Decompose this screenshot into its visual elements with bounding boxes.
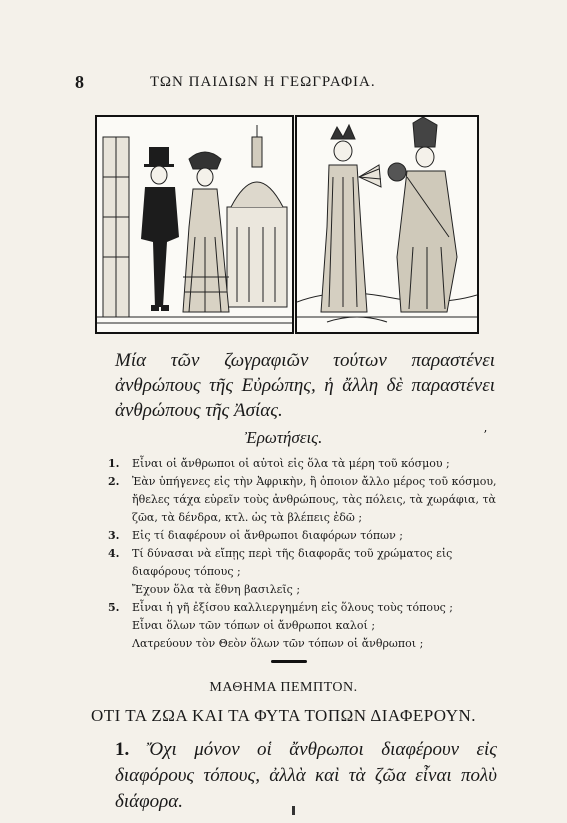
paragraph-number: 1. [115,739,130,760]
section-divider [271,660,307,663]
page-header [0,72,567,96]
illustration-europeans [95,115,294,334]
question-item [108,473,498,527]
question-item [108,545,498,581]
question-item [108,455,498,473]
lesson-paragraph [115,737,497,815]
question-text: Εἶναι ἡ γῆ ἐξίσου καλλιεργημένη εἰς ὅλους τοὺς τόπους ; [132,601,454,614]
question-text: Εἶναι ὅλων τῶν τόπων οἱ ἄνθρωποι καλοί ; [132,619,376,632]
question-item [108,599,498,617]
lesson-subheading: ΟΤΙ ΤΑ ΖΩΑ ΚΑΙ ΤΑ ΦΥΤΑ ΤΟΠΩΝ ΔΙΑΦΕΡΟΥΝ. [90,706,476,725]
question-text: Τί δύνασαι νὰ εἴπῃς περὶ τῆς διαφορᾶς τοῦ χρώματος εἰς διαφόρους τόπους ; [132,547,453,578]
question-item [108,527,498,545]
illustration-caption: Μία τῶν ζωγραφιῶν τούτων παραστένει ἀνθρώπους τῆς Εὐρώπης, ἡ ἄλλη δὲ παραστένει ἀνθρώπους τῆς Ἀσίας. [115,350,495,421]
question-number: 3. [108,529,120,542]
question-item [108,581,498,599]
questions-heading: Ἐρωτήσεις. [244,428,323,447]
page-number: 8 [75,72,84,92]
europeans-engraving [97,117,292,332]
running-title: ΤΩΝ ΠΑΙΔΙΩΝ Η ΓΕΩΓΡΑΦΙΑ. [150,74,376,90]
question-item [108,635,498,653]
question-text: Ἐὰν ὑπήγενες εἰς τὴν Ἀφρικὴν, ἢ ὁποιον ἄλλο μέρος τοῦ κόσμου, ἤθελες τάχα εὑρεῖν τοὺς ἀνθρώπους, τὰς πόλεις, τὰ χωράφια, τὰ ζῶα, τὰ δένδρα, κτλ. ὡς τὰ βλέπεις ἐδῶ ; [132,475,497,524]
question-item [108,617,498,635]
footer-mark [292,806,295,815]
question-text: Ἔχουν ὅλα τὰ ἔθνη βασιλεῖς ; [132,583,301,596]
asians-engraving [297,117,477,332]
illustration-asians [295,115,479,334]
question-number: 1. [108,457,120,470]
question-number: 5. [108,601,120,614]
questions-list [108,455,498,653]
question-number: 2. [108,475,120,488]
lesson-heading: ΜΑΘΗΜΑ ΠΕΜΠΤΟΝ. [209,680,358,695]
question-number: 4. [108,547,120,560]
question-text: Εἰς τί διαφέρουν οἱ ἄνθρωποι διαφόρων τόπων ; [132,529,403,542]
question-text: Λατρεύουν τὸν Θεὸν ὅλων τῶν τόπων οἱ ἄνθρωποι ; [132,637,424,650]
question-text: Εἶναι οἱ ἄνθρωποι οἱ αὐτοὶ εἰς ὅλα τὰ μέρη τοῦ κόσμου ; [132,457,450,470]
stray-mark: ʼ [483,428,487,442]
paragraph-text: Ὄχι μόνον οἱ ἄνθρωποι διαφέρουν εἰς διαφόρους τόπους, ἀλλὰ καὶ τὰ ζῶα εἶναι πολὺ διάφορα. [115,739,497,812]
